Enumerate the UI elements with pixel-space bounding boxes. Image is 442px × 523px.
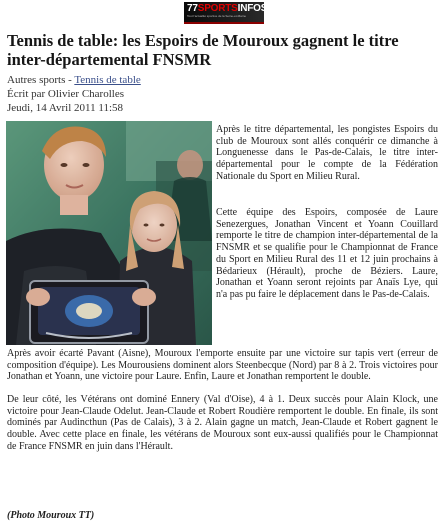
team-photo <box>6 121 212 345</box>
logo-wordmark: 77SPORTSINFOS <box>187 3 268 14</box>
article-date: Jeudi, 14 Avril 2011 11:58 <box>7 102 124 114</box>
article-title: Tennis de table: les Espoirs de Mouroux gagnent le titre inter-départemental FNSMR <box>7 31 399 69</box>
article-paragraph: Après avoir écarté Pavant (Aisne), Mouroux l'emporte ensuite par une victoire sur tapis vert (erreur de composition d'équipe). Les Mourousiens dominent alors Steenbecque (Nord) par 8 à 2. Trois victoires pour Jonathan et Yoann, une victoire pour Laure. Enfin, Laure et Jonathan remportent le double. <box>7 348 438 383</box>
section-prefix: Autres sports - <box>7 74 75 86</box>
article-paragraph: Cette équipe des Espoirs, composée de Laure Senezergues, Jonathan Vincent et Yoann Couillard remporte le titre de champion inter-départemental de la FNSMR et se qualifie pour le Championnat de France du Sport en Milieu Rural des 11 et 12 juin prochains à Bédarieux (Hérault), proche de Béziers. Laure, Jonathan et Yoann seront rejoints par Anaïs Lye, qui n'a pas pu faire le déplacement dans le Pas-de-Calais. <box>216 207 438 300</box>
logo-tagline: Tout l'actualité sportive de la Seine-et-Marne <box>187 14 247 18</box>
article-author: Écrit par Olivier Charolles <box>7 88 124 100</box>
site-logo[interactable] <box>184 2 268 24</box>
team-photo-illustration <box>6 121 212 345</box>
section-link-tennis-de-table[interactable]: Tennis de table <box>74 74 141 86</box>
photo-credit: (Photo Mouroux TT) <box>7 510 95 521</box>
article-section <box>7 74 307 87</box>
article-paragraph: De leur côté, les Vétérans ont dominé Ennery (Val d'Oise), 4 à 1. Deux succès pour Alain Klock, une victoire pour Jean-Claude Odelut. Jean-Claude et Robert Roudière remportent le double. En finale, ils sont dominés par Audincthun (Pas de Calais), 3 à 2. Alain gagne un match, Jean-Claude et Robert gagnent le double. Avec cette place en finale, les vétérans de Mouroux sont eux-aussi qualifiés pour le Championnat de France FNSMR en juin dans l'Hérault. <box>7 394 438 452</box>
article-paragraph: Après le titre départemental, les pongistes Espoirs du club de Mouroux sont allés conquérir ce dimanche à Longuenesse dans le Pas-de-Calais, le titre inter-départemental pour le compte de la Fédération Nationale du Sport en Milieu Rural. <box>216 124 438 182</box>
